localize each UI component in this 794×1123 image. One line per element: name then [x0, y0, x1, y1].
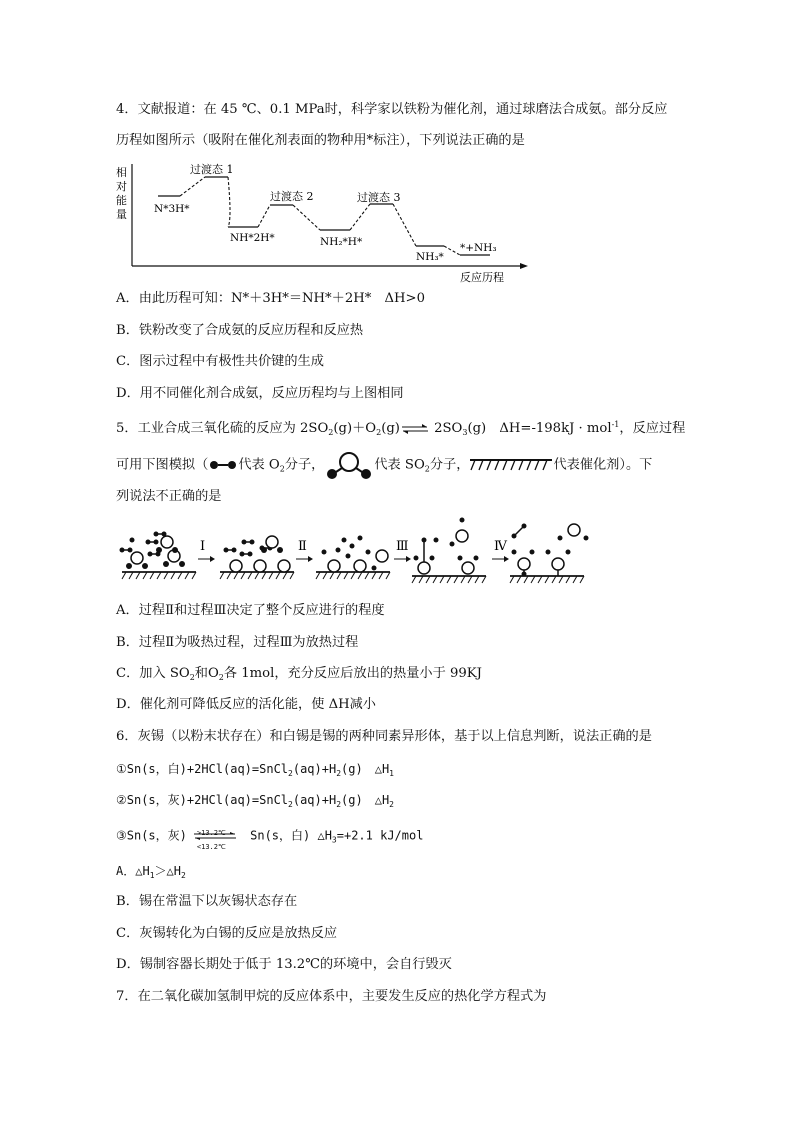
q6-equation-2: ②Sn(s，灰)$+2HCl(aq)=SnCl_2(aq)+H_2(g)$ $\triangle H_2$ [116, 793, 394, 809]
step-label-1: Ⅰ [200, 539, 206, 554]
stage-panel-2 [220, 536, 294, 579]
so2-molecule-icon [324, 450, 374, 480]
catalyst-surface-icon [469, 458, 553, 472]
q6-option-d: D．锡制容器长期处于低于 13.2℃的环境中，会自行毁灭 [116, 957, 452, 972]
ts2-label: 过渡态 2 [270, 190, 314, 203]
q6-option-a: A．$\triangle H_1>\triangle H_2$ [116, 864, 186, 880]
step-label-4: Ⅳ [494, 539, 507, 554]
q6-stem: 6．灰锡（以粉末状存在）和白锡是锡的两种同素异形体，基于以上信息判断，说法正确的是 [116, 729, 652, 744]
q7-stem: 7．在二氧化碳加氢制甲烷的反应体系中，主要发生反应的热化学方程式为 [116, 989, 547, 1004]
q5-option-c: C．加入 $SO_2$和$O_2$各 1mol，充分反应后放出的热量小于 99KJ [116, 666, 482, 682]
q6-equation-3: ③Sn(s，灰) >13.2℃ <13.2℃ Sn(s，白) $\triangle H_3=+2.1$ kJ/mol [116, 826, 423, 850]
y-axis-label-2: 对 [116, 180, 127, 193]
reaction-process-diagram [112, 512, 602, 592]
stage-panel-1 [120, 532, 197, 580]
equilibrium-arrow-icon [400, 422, 430, 436]
ts1-label: 过渡态 1 [190, 163, 234, 176]
q5-stem-line1: 5．工业合成三氧化硫的反应为 $2SO_2(g)+O_2(g)$ $2SO_3(g)$ ΔH=-198kJ · mol$^{-1}$，反应过程 [116, 420, 686, 437]
step-label-3: Ⅲ [396, 539, 409, 554]
q4-option-c: C．图示过程中有极性共价键的生成 [116, 354, 324, 369]
q5-option-a: A．过程Ⅱ和过程Ⅲ决定了整个反应进行的程度 [116, 603, 385, 618]
state3-label: NH₂*H* [320, 236, 363, 248]
conversion-arrow: >13.2℃ <13.2℃ [193, 826, 237, 846]
state4-label: NH₃* [416, 251, 444, 263]
stage-panel-3 [316, 536, 390, 580]
q5-option-b: B．过程Ⅱ为吸热过程，过程Ⅲ为放热过程 [116, 635, 359, 650]
q6-option-c: C．灰锡转化为白锡的反应是放热反应 [116, 926, 338, 941]
q5-option-d: D．催化剂可降低反应的活化能，使 ΔH减小 [116, 697, 376, 712]
energy-profile-diagram [110, 160, 530, 285]
state2-label: NH*2H* [230, 232, 275, 244]
y-axis-label-4: 量 [116, 208, 127, 221]
q4-stem-line1: 4．文献报道：在 45 ℃、0.1 MPa时，科学家以铁粉为催化剂，通过球磨法合成氨。部分反应 [116, 102, 668, 117]
y-axis-label-1: 相 [116, 166, 127, 179]
x-axis-label: 反应历程 [460, 271, 504, 284]
x-axis-arrow [520, 263, 528, 269]
q6-equation-1: ①Sn(s，白)$+2HCl(aq)=SnCl_2(aq)+H_2(g)$ $\triangle H_1$ [116, 762, 394, 778]
q4-stem-line2: 历程如图所示（吸附在催化剂表面的物种用*标注），下列说法正确的是 [116, 133, 525, 148]
q4-option-d: D．用不同催化剂合成氨，反应历程均与上图相同 [116, 386, 404, 401]
y-axis-label-3: 能 [116, 194, 127, 207]
q5-stem-line3: 列说法不正确的是 [116, 489, 222, 504]
q5-stem-line2: 可用下图模拟（ 代表 $O_2$分子， 代表 $SO_2$分子， 代表催化剂）。下 [116, 450, 652, 480]
q6-option-b: B．锡在常温下以灰锡状态存在 [116, 894, 298, 909]
state5-label: *+NH₃ [460, 242, 497, 254]
q4-option-a: A．由此历程可知：N*＋3H*＝NH*＋2H* ΔH>0 [116, 291, 425, 306]
stage-panel-5 [510, 524, 589, 584]
stage-panel-4 [412, 518, 486, 584]
q4-option-b: B．铁粉改变了合成氨的反应历程和反应热 [116, 323, 364, 338]
ts3-label: 过渡态 3 [357, 191, 401, 204]
step-label-2: Ⅱ [298, 539, 307, 554]
o2-molecule-icon [208, 460, 238, 470]
state1-label: N*3H* [154, 203, 190, 215]
